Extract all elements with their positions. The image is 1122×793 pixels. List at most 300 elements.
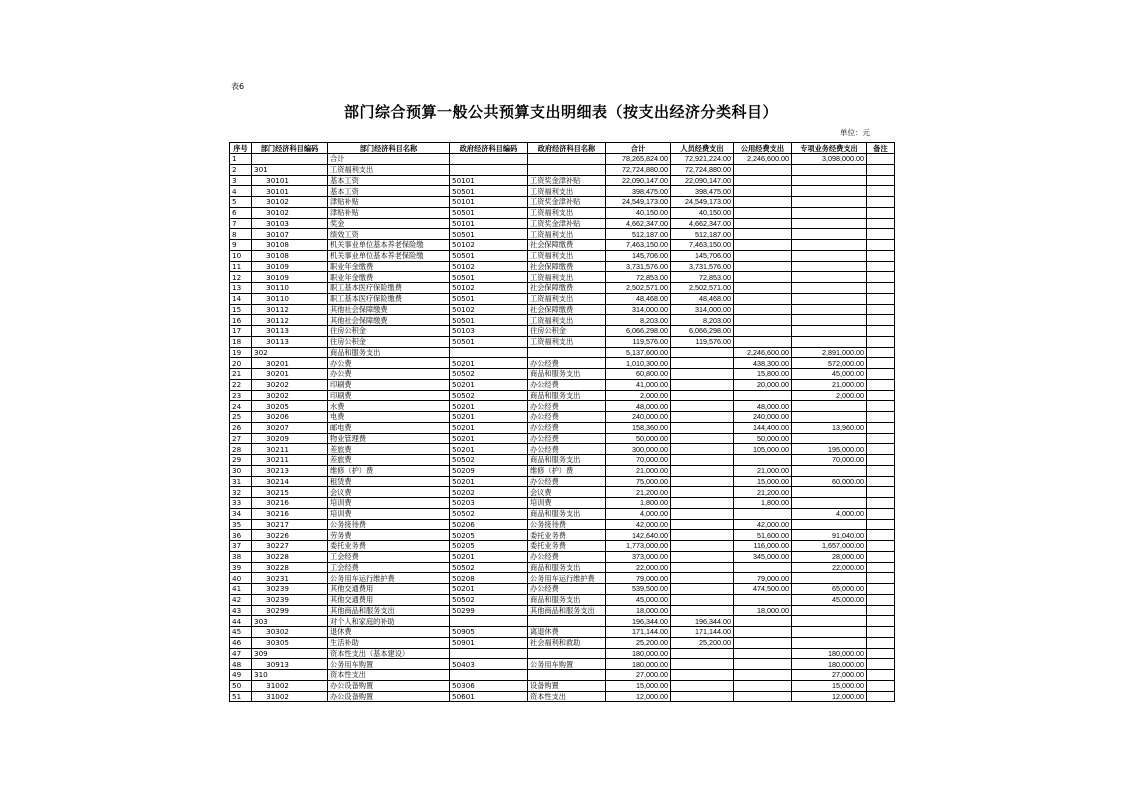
table-row (230, 519, 895, 530)
table-row (230, 369, 895, 380)
row-number: 16 (230, 315, 252, 326)
gov-code-cell: 50502 (450, 455, 528, 466)
note-cell (867, 218, 895, 229)
gov-name-cell: 办公经费 (528, 433, 606, 444)
gov-name-cell: 商品和服务支出 (528, 390, 606, 401)
public-cell (734, 283, 792, 294)
total-cell: 78,265,824.00 (606, 154, 671, 165)
gov-code-cell: 50306 (450, 680, 528, 691)
total-cell: 373,000.00 (606, 551, 671, 562)
row-number: 36 (230, 530, 252, 541)
special-cell (792, 605, 867, 616)
public-cell: 438,300.00 (734, 358, 792, 369)
table-row (230, 670, 895, 681)
total-cell: 41,000.00 (606, 379, 671, 390)
special-cell: 70,000.00 (792, 455, 867, 466)
dept-code-cell: 30206 (252, 412, 328, 423)
table-row (230, 433, 895, 444)
dept-name-cell: 劳务费 (328, 530, 450, 541)
gov-name-cell (528, 648, 606, 659)
public-cell (734, 229, 792, 240)
special-cell (792, 498, 867, 509)
note-cell (867, 680, 895, 691)
dept-code-cell: 30108 (252, 240, 328, 251)
special-cell (792, 616, 867, 627)
gov-code-cell: 50502 (450, 369, 528, 380)
dept-name-cell: 机关事业单位基本养老保险缴 (328, 250, 450, 261)
dept-name-cell: 委托业务费 (328, 541, 450, 552)
note-cell (867, 240, 895, 251)
total-cell: 1,800.00 (606, 498, 671, 509)
gov-name-cell (528, 347, 606, 358)
gov-code-cell: 50102 (450, 240, 528, 251)
row-number: 49 (230, 670, 252, 681)
gov-code-cell (450, 347, 528, 358)
dept-name-cell: 公务用车购置 (328, 659, 450, 670)
public-cell: 1,800.00 (734, 498, 792, 509)
row-number: 45 (230, 627, 252, 638)
total-cell: 314,000.00 (606, 304, 671, 315)
table-row (230, 261, 895, 272)
row-number: 35 (230, 519, 252, 530)
gov-name-cell: 商品和服务支出 (528, 455, 606, 466)
header-dept-code: 部门经济科目编码 (252, 143, 328, 154)
public-cell (734, 164, 792, 175)
total-cell: 72,724,880.00 (606, 164, 671, 175)
special-cell (792, 573, 867, 584)
public-cell: 42,000.00 (734, 519, 792, 530)
special-cell (792, 627, 867, 638)
gov-name-cell: 社会福利和救助 (528, 637, 606, 648)
special-cell (792, 186, 867, 197)
gov-name-cell: 公务用车运行维护费 (528, 573, 606, 584)
gov-name-cell: 工资奖金津补贴 (528, 175, 606, 186)
row-number: 48 (230, 659, 252, 670)
note-cell (867, 390, 895, 401)
dept-code-cell: 30101 (252, 186, 328, 197)
note-cell (867, 476, 895, 487)
row-number: 50 (230, 680, 252, 691)
special-cell: 3,098,000.00 (792, 154, 867, 165)
dept-name-cell: 差旅费 (328, 455, 450, 466)
personnel-cell (671, 648, 734, 659)
personnel-cell (671, 508, 734, 519)
gov-code-cell: 50209 (450, 465, 528, 476)
row-number: 25 (230, 412, 252, 423)
row-number: 21 (230, 369, 252, 380)
public-cell (734, 659, 792, 670)
dept-code-cell: 30228 (252, 562, 328, 573)
note-cell (867, 659, 895, 670)
gov-name-cell: 社会保障缴费 (528, 304, 606, 315)
table-row (230, 164, 895, 175)
dept-code-cell: 303 (252, 616, 328, 627)
total-cell: 22,090,147.00 (606, 175, 671, 186)
total-cell: 171,144.00 (606, 627, 671, 638)
dept-code-cell: 30228 (252, 551, 328, 562)
gov-name-cell: 工资福利支出 (528, 229, 606, 240)
total-cell: 79,000.00 (606, 573, 671, 584)
personnel-cell (671, 530, 734, 541)
gov-code-cell: 50206 (450, 519, 528, 530)
dept-name-cell: 退休费 (328, 627, 450, 638)
row-number: 5 (230, 197, 252, 208)
dept-name-cell: 办公设备购置 (328, 691, 450, 702)
special-cell (792, 293, 867, 304)
table-row (230, 326, 895, 337)
row-number: 3 (230, 175, 252, 186)
personnel-cell (671, 465, 734, 476)
gov-name-cell: 工资福利支出 (528, 336, 606, 347)
special-cell (792, 175, 867, 186)
gov-name-cell: 商品和服务支出 (528, 508, 606, 519)
note-cell (867, 229, 895, 240)
note-cell (867, 197, 895, 208)
table-row (230, 283, 895, 294)
special-cell: 45,000.00 (792, 369, 867, 380)
row-number: 27 (230, 433, 252, 444)
dept-code-cell: 30107 (252, 229, 328, 240)
row-number: 19 (230, 347, 252, 358)
gov-code-cell: 50501 (450, 207, 528, 218)
dept-name-cell: 其他交通费用 (328, 594, 450, 605)
total-cell: 180,000.00 (606, 648, 671, 659)
special-cell (792, 336, 867, 347)
public-cell: 2,246,600.00 (734, 154, 792, 165)
total-cell: 40,150.00 (606, 207, 671, 218)
personnel-cell (671, 498, 734, 509)
dept-code-cell: 30213 (252, 465, 328, 476)
personnel-cell: 25,200.00 (671, 637, 734, 648)
public-cell: 105,000.00 (734, 444, 792, 455)
dept-name-cell: 物业管理费 (328, 433, 450, 444)
personnel-cell (671, 541, 734, 552)
gov-code-cell: 50501 (450, 229, 528, 240)
header-no: 序号 (230, 143, 252, 154)
special-cell: 15,000.00 (792, 680, 867, 691)
gov-code-cell: 50101 (450, 175, 528, 186)
note-cell (867, 627, 895, 638)
special-cell (792, 487, 867, 498)
public-cell (734, 326, 792, 337)
public-cell: 51,600.00 (734, 530, 792, 541)
public-cell: 2,246,600.00 (734, 347, 792, 358)
total-cell: 72,853.00 (606, 272, 671, 283)
note-cell (867, 336, 895, 347)
personnel-cell: 196,344.00 (671, 616, 734, 627)
dept-code-cell: 301 (252, 164, 328, 175)
total-cell: 7,463,150.00 (606, 240, 671, 251)
gov-code-cell: 50201 (450, 584, 528, 595)
dept-code-cell: 310 (252, 670, 328, 681)
special-cell (792, 412, 867, 423)
gov-code-cell: 50201 (450, 379, 528, 390)
total-cell: 145,706.00 (606, 250, 671, 261)
gov-code-cell: 50501 (450, 186, 528, 197)
special-cell (792, 240, 867, 251)
dept-code-cell: 30112 (252, 315, 328, 326)
dept-code-cell: 30109 (252, 261, 328, 272)
public-cell (734, 207, 792, 218)
note-cell (867, 637, 895, 648)
gov-name-cell: 办公经费 (528, 401, 606, 412)
row-number: 44 (230, 616, 252, 627)
row-number: 24 (230, 401, 252, 412)
dept-code-cell: 30103 (252, 218, 328, 229)
total-cell: 75,000.00 (606, 476, 671, 487)
public-cell (734, 336, 792, 347)
note-cell (867, 648, 895, 659)
table-row (230, 562, 895, 573)
total-cell: 196,344.00 (606, 616, 671, 627)
special-cell (792, 433, 867, 444)
gov-name-cell: 委托业务费 (528, 530, 606, 541)
dept-code-cell: 30207 (252, 422, 328, 433)
row-number: 17 (230, 326, 252, 337)
gov-code-cell: 50208 (450, 573, 528, 584)
dept-name-cell: 合计 (328, 154, 450, 165)
row-number: 40 (230, 573, 252, 584)
row-number: 51 (230, 691, 252, 702)
note-cell (867, 422, 895, 433)
special-cell: 2,000.00 (792, 390, 867, 401)
note-cell (867, 691, 895, 702)
dept-name-cell: 其他社会保障缴费 (328, 315, 450, 326)
note-cell (867, 455, 895, 466)
header-total: 合计 (606, 143, 671, 154)
row-number: 47 (230, 648, 252, 659)
dept-name-cell: 培训费 (328, 498, 450, 509)
gov-name-cell: 工资福利支出 (528, 207, 606, 218)
note-cell (867, 379, 895, 390)
gov-code-cell: 50501 (450, 336, 528, 347)
table-row (230, 229, 895, 240)
dept-name-cell: 资本性支出 (328, 670, 450, 681)
gov-name-cell: 公务用车购置 (528, 659, 606, 670)
gov-name-cell: 离退休费 (528, 627, 606, 638)
dept-code-cell: 30239 (252, 594, 328, 605)
gov-code-cell: 50201 (450, 422, 528, 433)
special-cell (792, 218, 867, 229)
public-cell (734, 390, 792, 401)
gov-code-cell: 50201 (450, 412, 528, 423)
dept-name-cell: 水费 (328, 401, 450, 412)
special-cell (792, 197, 867, 208)
table-row (230, 250, 895, 261)
public-cell (734, 240, 792, 251)
total-cell: 27,000.00 (606, 670, 671, 681)
gov-name-cell: 社会保障缴费 (528, 261, 606, 272)
dept-code-cell: 30302 (252, 627, 328, 638)
personnel-cell (671, 584, 734, 595)
note-cell (867, 551, 895, 562)
gov-name-cell: 维修（护）费 (528, 465, 606, 476)
dept-code-cell: 30211 (252, 444, 328, 455)
public-cell: 48,000.00 (734, 401, 792, 412)
gov-code-cell (450, 648, 528, 659)
header-dept-name: 部门经济科目名称 (328, 143, 450, 154)
gov-name-cell: 办公经费 (528, 476, 606, 487)
dept-name-cell: 商品和服务支出 (328, 347, 450, 358)
total-cell: 1,773,000.00 (606, 541, 671, 552)
gov-code-cell: 50502 (450, 508, 528, 519)
table-row (230, 175, 895, 186)
personnel-cell: 145,706.00 (671, 250, 734, 261)
special-cell: 27,000.00 (792, 670, 867, 681)
dept-code-cell: 31002 (252, 691, 328, 702)
public-cell (734, 175, 792, 186)
personnel-cell (671, 444, 734, 455)
special-cell: 28,000.00 (792, 551, 867, 562)
gov-name-cell: 办公经费 (528, 379, 606, 390)
gov-name-cell: 其他商品和服务支出 (528, 605, 606, 616)
public-cell (734, 594, 792, 605)
table-row (230, 616, 895, 627)
gov-name-cell: 工资福利支出 (528, 293, 606, 304)
personnel-cell: 171,144.00 (671, 627, 734, 638)
row-number: 43 (230, 605, 252, 616)
personnel-cell (671, 379, 734, 390)
gov-code-cell (450, 670, 528, 681)
table-row (230, 551, 895, 562)
dept-code-cell: 30101 (252, 175, 328, 186)
gov-code-cell: 50201 (450, 444, 528, 455)
gov-code-cell: 50501 (450, 272, 528, 283)
total-cell: 45,000.00 (606, 594, 671, 605)
dept-name-cell: 公务接待费 (328, 519, 450, 530)
table-row (230, 401, 895, 412)
dept-name-cell: 津贴补贴 (328, 197, 450, 208)
special-cell: 12,000.00 (792, 691, 867, 702)
dept-code-cell: 30102 (252, 197, 328, 208)
total-cell: 8,203.00 (606, 315, 671, 326)
row-number: 34 (230, 508, 252, 519)
public-cell (734, 250, 792, 261)
table-row (230, 508, 895, 519)
gov-name-cell: 商品和服务支出 (528, 562, 606, 573)
note-cell (867, 508, 895, 519)
dept-code-cell: 30109 (252, 272, 328, 283)
gov-name-cell: 设备购置 (528, 680, 606, 691)
public-cell (734, 637, 792, 648)
special-cell (792, 250, 867, 261)
dept-code-cell: 30215 (252, 487, 328, 498)
dept-name-cell: 办公设备购置 (328, 680, 450, 691)
gov-name-cell (528, 670, 606, 681)
dept-code-cell: 30201 (252, 358, 328, 369)
special-cell (792, 304, 867, 315)
dept-name-cell: 维修（护）费 (328, 465, 450, 476)
note-cell (867, 465, 895, 476)
personnel-cell (671, 573, 734, 584)
gov-name-cell: 商品和服务支出 (528, 594, 606, 605)
note-cell (867, 326, 895, 337)
total-cell: 2,000.00 (606, 390, 671, 401)
total-cell: 15,000.00 (606, 680, 671, 691)
special-cell: 572,000.00 (792, 358, 867, 369)
dept-name-cell: 工会经费 (328, 551, 450, 562)
note-cell (867, 530, 895, 541)
special-cell (792, 465, 867, 476)
special-cell: 60,000.00 (792, 476, 867, 487)
note-cell (867, 154, 895, 165)
special-cell: 2,891,000.00 (792, 347, 867, 358)
row-number: 9 (230, 240, 252, 251)
total-cell: 539,500.00 (606, 584, 671, 595)
special-cell: 91,040.00 (792, 530, 867, 541)
row-number: 30 (230, 465, 252, 476)
header-note: 备注 (867, 143, 895, 154)
total-cell: 142,640.00 (606, 530, 671, 541)
table-row (230, 584, 895, 595)
gov-name-cell: 委托业务费 (528, 541, 606, 552)
personnel-cell (671, 519, 734, 530)
personnel-cell (671, 680, 734, 691)
row-number: 6 (230, 207, 252, 218)
gov-name-cell: 办公经费 (528, 551, 606, 562)
gov-name-cell: 资本性支出 (528, 691, 606, 702)
row-number: 31 (230, 476, 252, 487)
total-cell: 21,200.00 (606, 487, 671, 498)
gov-name-cell: 会议费 (528, 487, 606, 498)
special-cell: 195,000.00 (792, 444, 867, 455)
dept-name-cell: 住房公积金 (328, 336, 450, 347)
total-cell: 42,000.00 (606, 519, 671, 530)
gov-name-cell: 办公经费 (528, 444, 606, 455)
personnel-cell (671, 605, 734, 616)
total-cell: 18,000.00 (606, 605, 671, 616)
row-number: 14 (230, 293, 252, 304)
note-cell (867, 347, 895, 358)
gov-code-cell: 50201 (450, 401, 528, 412)
table-row (230, 315, 895, 326)
row-number: 33 (230, 498, 252, 509)
gov-code-cell: 50201 (450, 551, 528, 562)
table-row (230, 186, 895, 197)
personnel-cell: 398,475.00 (671, 186, 734, 197)
public-cell: 240,000.00 (734, 412, 792, 423)
public-cell (734, 627, 792, 638)
total-cell: 512,187.00 (606, 229, 671, 240)
table-row (230, 659, 895, 670)
personnel-cell: 72,853.00 (671, 272, 734, 283)
gov-code-cell (450, 164, 528, 175)
dept-name-cell: 差旅费 (328, 444, 450, 455)
table-row (230, 390, 895, 401)
table-row (230, 541, 895, 552)
public-cell: 21,200.00 (734, 487, 792, 498)
row-number: 38 (230, 551, 252, 562)
total-cell: 12,000.00 (606, 691, 671, 702)
table-row (230, 379, 895, 390)
personnel-cell: 119,576.00 (671, 336, 734, 347)
table-row (230, 207, 895, 218)
total-cell: 3,731,576.00 (606, 261, 671, 272)
dept-name-cell: 住房公积金 (328, 326, 450, 337)
dept-code-cell: 30113 (252, 326, 328, 337)
personnel-cell (671, 691, 734, 702)
gov-name-cell: 培训费 (528, 498, 606, 509)
row-number: 4 (230, 186, 252, 197)
row-number: 26 (230, 422, 252, 433)
total-cell: 6,066,298.00 (606, 326, 671, 337)
row-number: 28 (230, 444, 252, 455)
personnel-cell (671, 659, 734, 670)
gov-name-cell: 商品和服务支出 (528, 369, 606, 380)
dept-code-cell: 30205 (252, 401, 328, 412)
table-row (230, 272, 895, 283)
special-cell: 21,000.00 (792, 379, 867, 390)
